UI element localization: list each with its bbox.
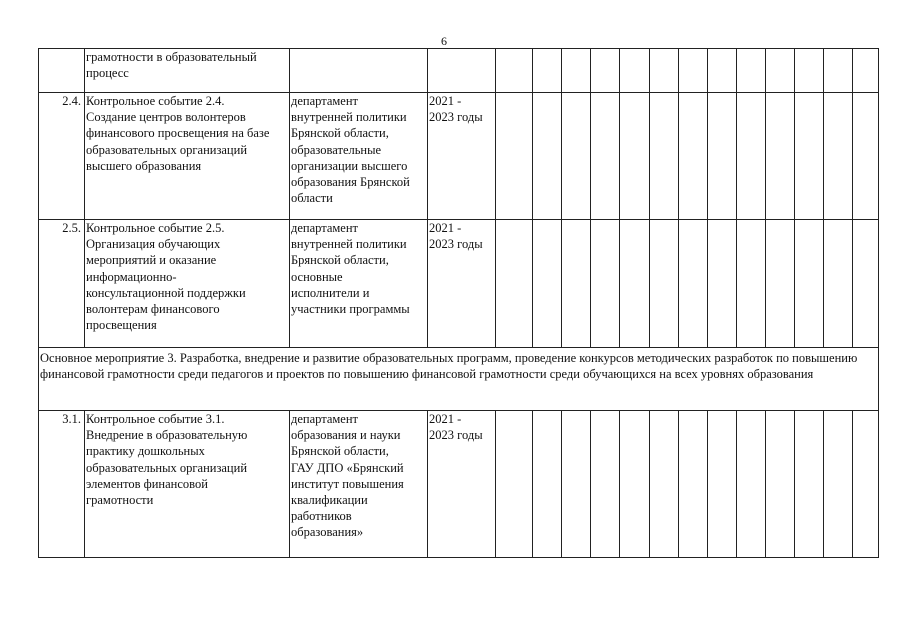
empty-cell: [591, 411, 620, 558]
row-number: [39, 49, 85, 93]
empty-cell: [650, 49, 679, 93]
empty-cell: [620, 49, 650, 93]
empty-cell: [562, 49, 591, 93]
empty-cell: [620, 220, 650, 348]
empty-cell: [496, 411, 533, 558]
empty-cell: [533, 220, 562, 348]
measures-table: [38, 48, 879, 558]
empty-cell: [562, 411, 591, 558]
empty-cell: [591, 49, 620, 93]
empty-cell: [737, 220, 766, 348]
empty-cell: [708, 93, 737, 220]
section-heading: Основное мероприятие 3. Разработка, внедрение и развитие образовательных программ, проведение конкурсов методических разработок по повышению финансовой грамотности среди педагогов и проектов по повышению финансовой грамотности среди обучающихся на всех уровнях образования: [40, 351, 858, 382]
empty-cell: [620, 93, 650, 220]
empty-cell: [795, 93, 824, 220]
empty-cell: [533, 49, 562, 93]
empty-cell: [562, 93, 591, 220]
empty-cell: [496, 49, 533, 93]
empty-cell: [591, 93, 620, 220]
empty-cell: [766, 411, 795, 558]
empty-cell: [533, 93, 562, 220]
event-text: Контрольное событие 3.1. Внедрение в образовательную практику дошкольных образовательных организаций элементов финансовой грамотности: [86, 412, 248, 508]
empty-cell: [737, 93, 766, 220]
section-row: [39, 348, 879, 411]
empty-cell: [737, 411, 766, 558]
empty-cell: [766, 93, 795, 220]
executor-cell: [290, 49, 428, 93]
empty-cell: [679, 49, 708, 93]
empty-cell: [824, 411, 853, 558]
empty-cell: [650, 220, 679, 348]
table-row: [39, 49, 879, 93]
period-cell: [428, 49, 496, 93]
executor-text: департамент внутренней политики Брянской области, образовательные организации высшего образования Брянской области: [291, 94, 410, 206]
table-row: [39, 411, 879, 558]
empty-cell: [824, 49, 853, 93]
empty-cell: [620, 411, 650, 558]
empty-cell: [679, 220, 708, 348]
empty-cell: [708, 49, 737, 93]
empty-cell: [853, 93, 879, 220]
empty-cell: [853, 411, 879, 558]
page-number: 6: [441, 34, 447, 48]
empty-cell: [708, 220, 737, 348]
period-cell: [428, 93, 496, 220]
empty-cell: [737, 49, 766, 93]
empty-cell: [766, 220, 795, 348]
table-row: [39, 93, 879, 220]
row-number: 3.1.: [39, 411, 85, 558]
table-row: [39, 220, 879, 348]
period-cell: [428, 411, 496, 558]
empty-cell: [679, 93, 708, 220]
period-cell: [428, 220, 496, 348]
empty-cell: [650, 411, 679, 558]
executor-cell: [290, 411, 428, 558]
empty-cell: [795, 220, 824, 348]
event-cell: [85, 93, 290, 220]
executor-cell: [290, 220, 428, 348]
empty-cell: [766, 49, 795, 93]
empty-cell: [853, 49, 879, 93]
empty-cell: [824, 93, 853, 220]
period-text: 2021 - 2023 годы: [429, 412, 483, 443]
period-text: 2021 - 2023 годы: [429, 94, 483, 125]
executor-text: департамент образования и науки Брянской области, ГАУ ДПО «Брянский институт повышения квалификации работников образования»: [291, 412, 404, 540]
executor-cell: [290, 93, 428, 220]
row-number: 2.5.: [39, 220, 85, 348]
event-cell: [85, 49, 290, 93]
period-text: 2021 - 2023 годы: [429, 221, 483, 252]
event-text: Контрольное событие 2.5. Организация обучающих мероприятий и оказание информационно- консультационной поддержки волонтерам финансового просвещения: [86, 221, 246, 333]
empty-cell: [496, 93, 533, 220]
event-text: грамотности в образовательный процесс: [86, 50, 257, 81]
event-text: Контрольное событие 2.4. Создание центров волонтеров финансового просвещения на базе образовательных организаций высшего образования: [86, 94, 270, 173]
empty-cell: [679, 411, 708, 558]
empty-cell: [853, 220, 879, 348]
empty-cell: [496, 220, 533, 348]
empty-cell: [533, 411, 562, 558]
empty-cell: [562, 220, 591, 348]
empty-cell: [708, 411, 737, 558]
empty-cell: [795, 49, 824, 93]
empty-cell: [824, 220, 853, 348]
empty-cell: [795, 411, 824, 558]
section-heading-cell: [39, 348, 879, 411]
row-number: 2.4.: [39, 93, 85, 220]
executor-text: департамент внутренней политики Брянской области, основные исполнители и участники программы: [291, 221, 410, 317]
empty-cell: [650, 93, 679, 220]
empty-cell: [591, 220, 620, 348]
event-cell: [85, 220, 290, 348]
event-cell: [85, 411, 290, 558]
